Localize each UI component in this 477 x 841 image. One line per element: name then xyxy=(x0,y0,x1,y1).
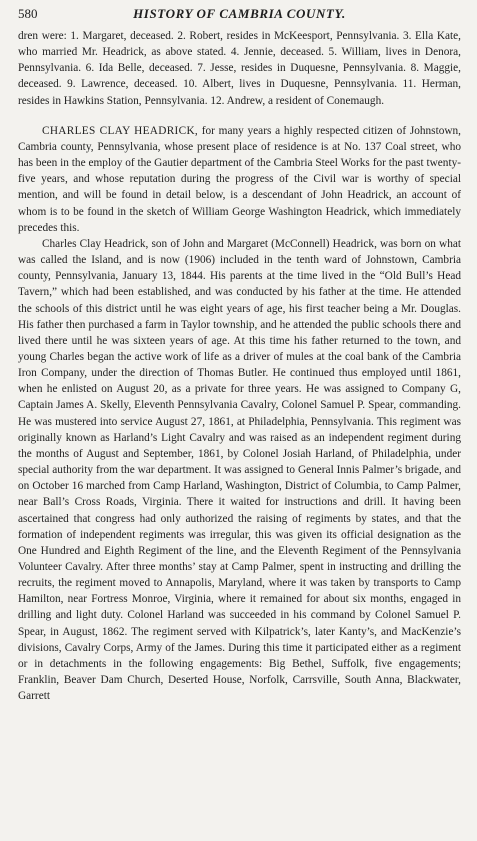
biography-main-paragraph: Charles Clay Headrick, son of John and Margaret (McConnell) Headrick, was born on what was called the Island, and is now (1906) included in the tenth ward of Johnstown, Cambria county, Pennsylvania, January 13, 1844. His parents at the time lived in the “Old Bull’s Head Tavern,” which had been established, and was conducted by his father at the time. He attended the schools of this district until he was eight years of age, his first teacher being a Mr. Douglas. His father then purchased a farm in Taylor township, and he attended the public schools there and lived there until he was sixteen years of age. At this time his father returned to the town, and young Charles began the active work of life as a driver of mules at the coal bank of the Cambria Iron Company, under the direction of Thomas Butler. He continued thus employed until 1861, when he enlisted on August 20, as a private for three years. He was assigned to Company G, Captain James A. Skelly, Eleventh Pennsylvania Cavalry, Colonel Samuel P. Spear, commanding. He was mustered into service August 27, 1861, at Philadelphia, Pennsylvania. This regiment was originally known as Harland’s Light Cavalry and was raised as an independent regiment during the months of August and September, 1861, by Colonel Josiah Harland, of Philadelphia, under special authority from the war department. It was assigned to General Innis Palmer’s brigade, and on October 16 marched from Camp Harland, Washington, District of Columbia, to Camp Palmer, near Ball’s Cross Roads, Virginia. There it waited for instructions and drill. It having been ascertained that congress had only authorized the raising of regiments by states, and that the formation of independent regiments was irregular, this was given its official designation as the One Hundred and Eighth Regiment of the line, and the Eleventh Regiment of the Pennsylvania Volunteer Cavalry. After three months’ stay at Camp Palmer, spent in instructing and drilling the recruits, the regiment moved to Annapolis, Maryland, where it was taken by transports to Camp Hamilton, near Fortress Monroe, Virginia, where it remained for about six months, engaged in drilling and light duty. Colonel Harland was succeeded in his command by Colonel Samuel P. Spear, in August, 1862. The regiment served with Kilpatrick’s, later Kanty’s, and MacKenzie’s divisions, Cavalry Corps, Army of the James. During this time it participated either as a regiment or in detachments in the following engagements: Big Bethel, Suffolk, five engagements; Franklin, Beaver Dam Church, Deserted House, Norfolk, Carrsville, South Anna, Blackwater, Garrett xyxy=(18,237,461,703)
page-body xyxy=(18,28,461,704)
biography-intro-text: for many years a highly respected citizen of Johnstown, Cambria county, Pennsylvania, whose present place of residence is at No. 137 Coal street, who has been in the employ of the Gautier department of the Cambria Steel Works for the past twenty-five years, and whose reputation during the progress of the Civil war is worthy of special mention, and will be found in detail below, is a descendant of John Headrick, an account of whom is to be found in the sketch of William George Washington Headrick, which immediately precedes this. xyxy=(18,124,461,234)
continuation-paragraph: dren were: 1. Margaret, deceased. 2. Robert, resides in McKeesport, Pennsylvania. 3. Ella Kate, who married Mr. Headrick, as above stated. 4. Jennie, deceased. 5. William, lives in Denora, Pennsylvania. 6. Ida Belle, deceased. 7. Jesse, resides in Duquesne, Pennsylvania. 8. Maggie, deceased. 9. Lawrence, deceased. 10. Albert, lives in Duquesne, Pennsylvania. 11. Herman, resides in Hawkins Station, Pennsylvania. 12. Andrew, a resident of Conemaugh. xyxy=(18,30,461,107)
biography-subject-name: CHARLES CLAY HEADRICK, xyxy=(42,124,199,137)
page-number: 580 xyxy=(18,6,38,21)
running-title: HISTORY OF CAMBRIA COUNTY. xyxy=(133,6,346,21)
page-header xyxy=(18,6,461,28)
biography-intro-paragraph xyxy=(18,123,461,236)
